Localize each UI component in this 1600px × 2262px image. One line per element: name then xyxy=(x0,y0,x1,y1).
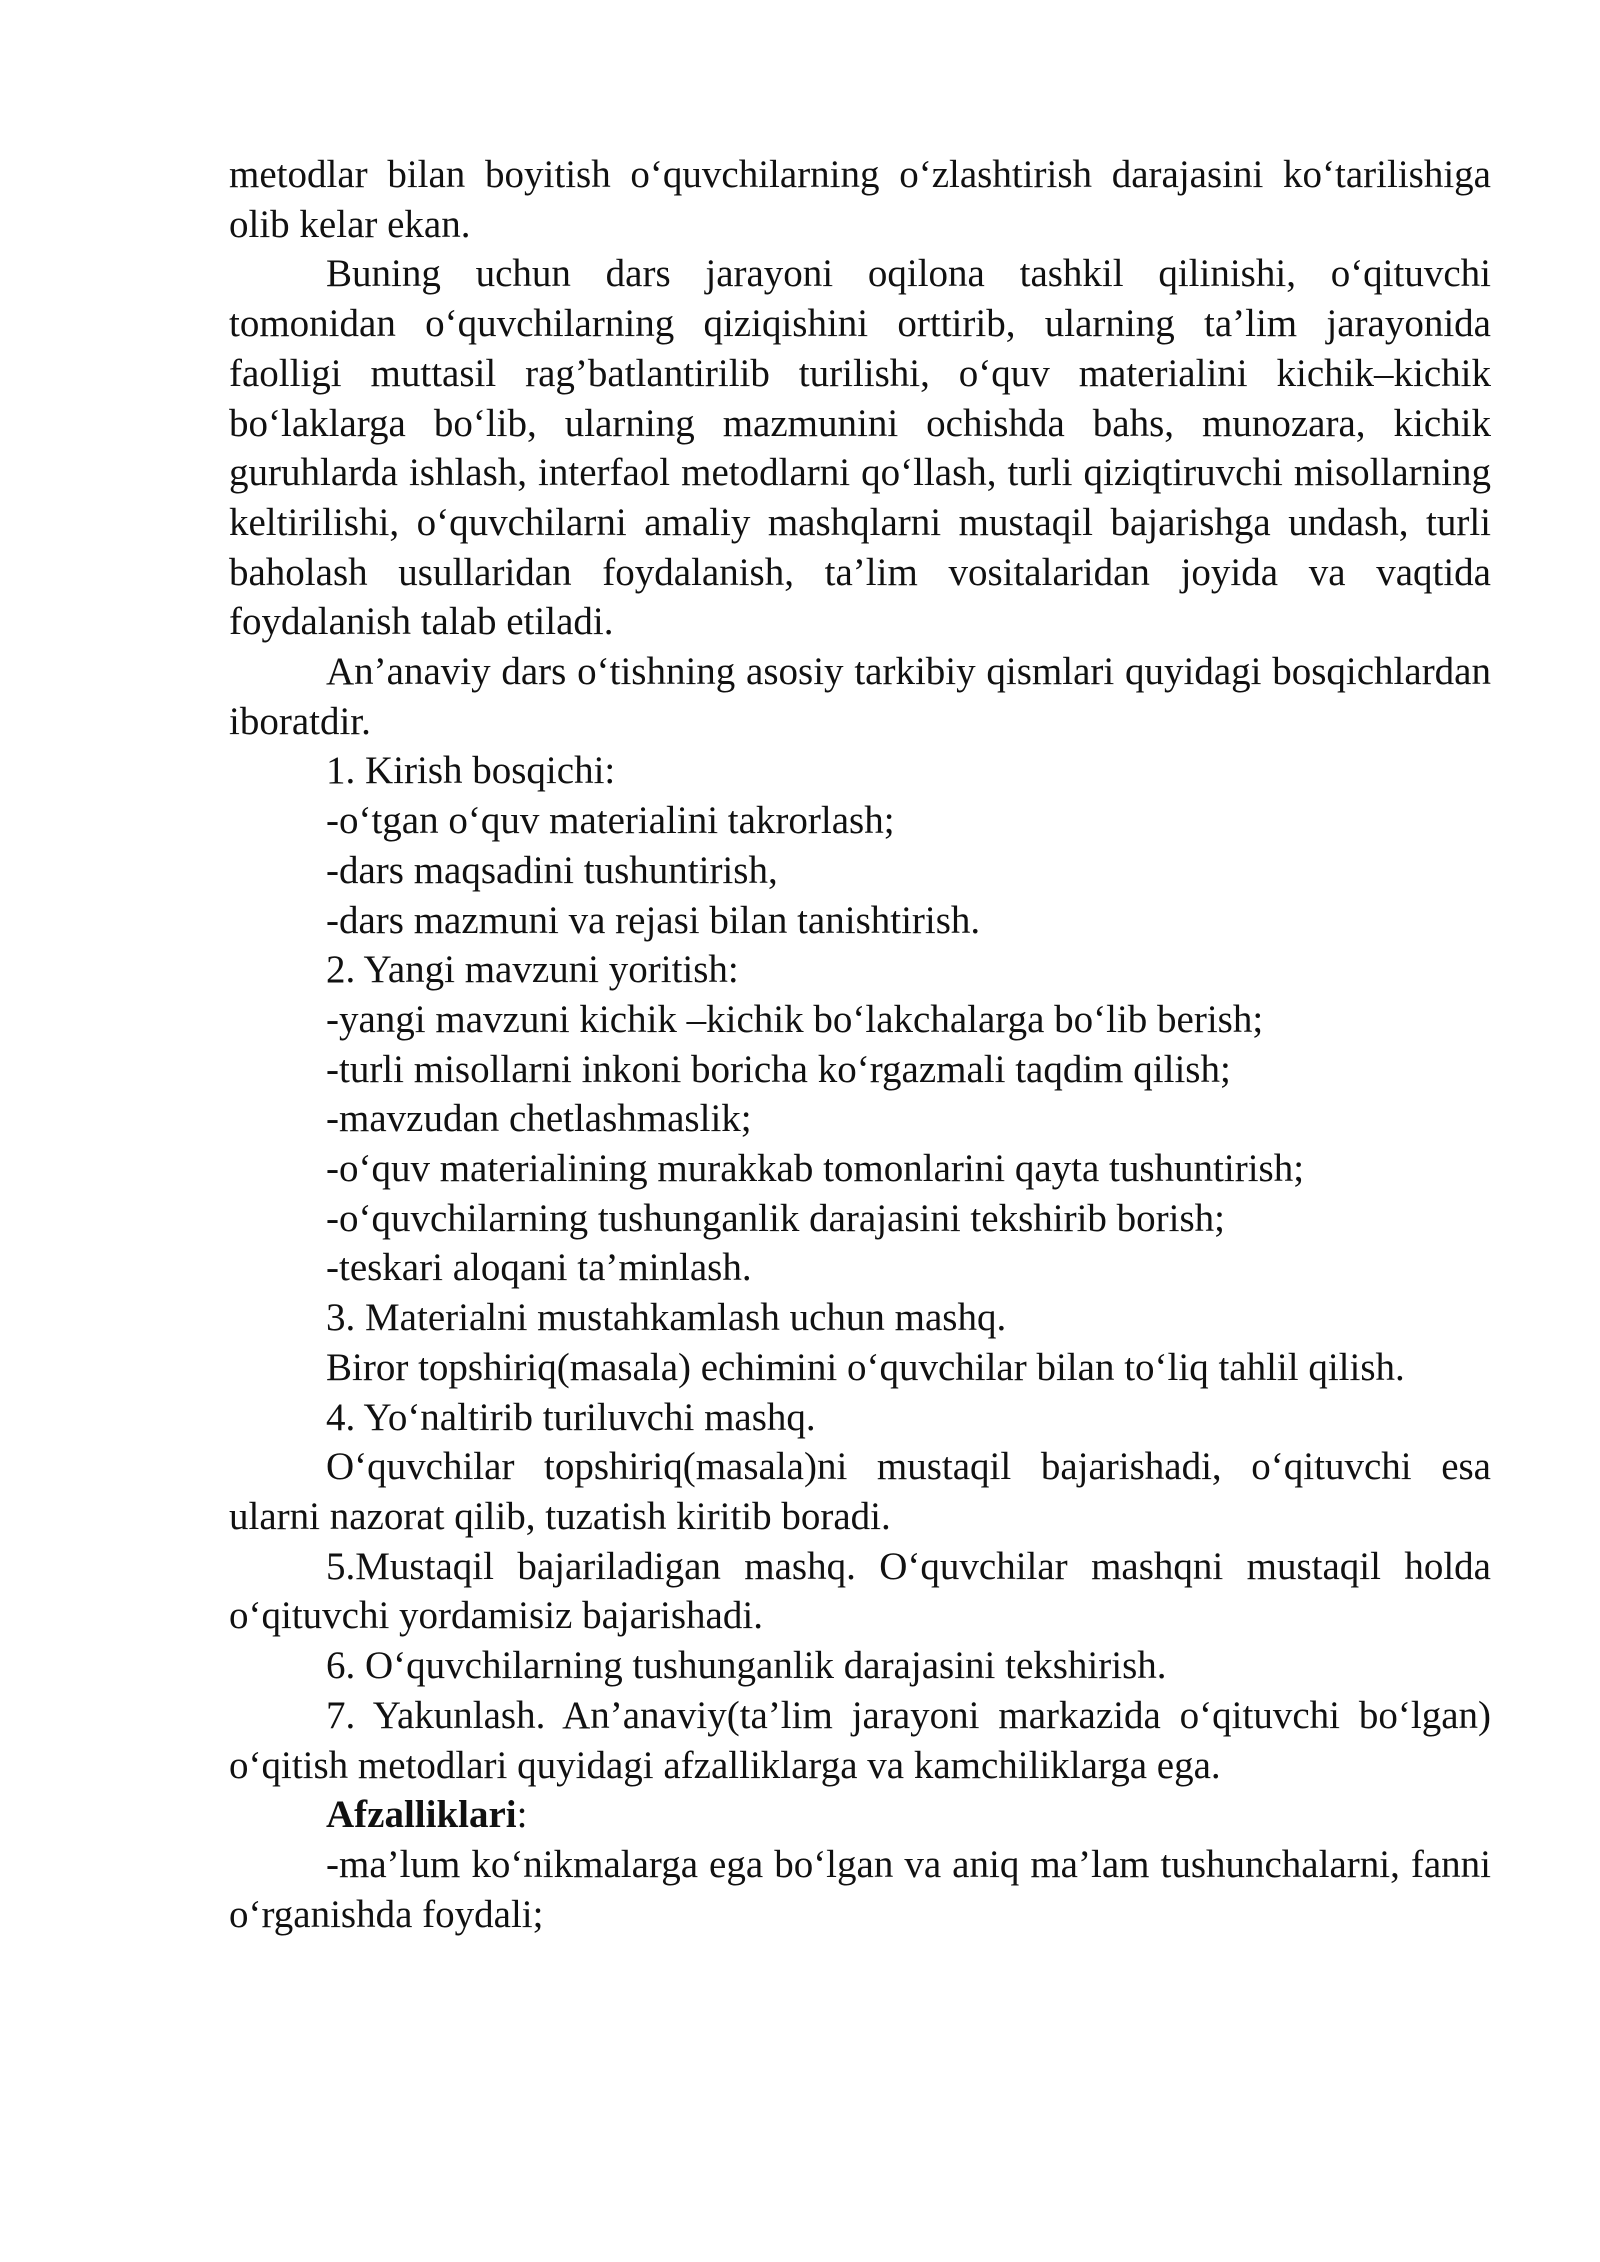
advantages-colon: : xyxy=(516,1793,528,1837)
paragraph-traditional-lesson-parts: An’anaviy dars o‘tishning asosiy tarkibiy qismlari quyidagi bosqichlardan iboratdir. xyxy=(229,650,1491,743)
stage-2-item: -o‘quv materialining murakkab tomonlarini qayta tushuntirish; xyxy=(326,1147,1305,1191)
stage-7-text: 7. Yakunlash. An’anaviy(ta’lim jarayoni markazida o‘qituvchi bo‘lgan) o‘qitish metodlari quyidagi afzalliklarga va kamchiliklarga ega. xyxy=(229,1693,1491,1787)
stage-1-title: 1. Kirish bosqichi: xyxy=(326,749,616,793)
advantages-heading: Afzalliklari xyxy=(326,1793,517,1837)
stage-3-text: Biror topshiriq(masala) echimini o‘quvchilar bilan to‘liq tahlil qilish. xyxy=(326,1345,1405,1389)
stage-5-text: 5.Mustaqil bajariladigan mashq. O‘quvchilar mashqni mustaqil holda o‘qituvchi yordamisiz bajarishadi. xyxy=(229,1544,1491,1638)
stage-1-item: -dars mazmuni va rejasi bilan tanishtirish. xyxy=(326,898,981,942)
stage-4-title: 4. Yo‘naltirib turiluvchi mashq. xyxy=(326,1395,816,1439)
advantages-item: -ma’lum ko‘nikmalarga ega bo‘lgan va aniq ma’lam tushunchalarni, fanni o‘rganishda foydali; xyxy=(229,1842,1491,1936)
stage-2-item: -teskari aloqani ta’minlash. xyxy=(326,1246,752,1290)
stage-2-item: -mavzudan chetlashmaslik; xyxy=(326,1097,752,1141)
stage-2-title: 2. Yangi mavzuni yoritish: xyxy=(326,948,739,992)
paragraph-intro-continuation: metodlar bilan boyitish o‘quvchilarning o‘zlashtirish darajasini ko‘tarilishiga olib kelar ekan. xyxy=(229,153,1491,246)
paragraph-lesson-organization: Buning uchun dars jarayoni oqilona tashkil qilinishi, o‘qituvchi tomonidan o‘quvchilarning qiziqishini orttirib, ularning ta’lim jarayonida faolligi muttasil rag’batlantirilib turilishi, o‘quv materialini kichik–kichik bo‘laklarga bo‘lib, ularning mazmunini ochishda bahs, munozara, kichik guruhlarda ishlash, interfaol metodlarni qo‘llash, turli qiziqtiruvchi misollarning keltirilishi, o‘quvchilarni amaliy mashqlarni mustaqil bajarishga undash, turli baholash usullaridan foydalanish, ta’lim vositalaridan joyida va vaqtida foydalanish talab etiladi. xyxy=(229,252,1491,644)
stage-3-title: 3. Materialni mustahkamlash uchun mashq. xyxy=(326,1296,1007,1340)
advantages-heading-line xyxy=(229,1790,1491,1840)
stage-1-item: -dars maqsadini tushuntirish, xyxy=(326,848,778,892)
stage-4-text: O‘quvchilar topshiriq(masala)ni mustaqil bajarishadi, o‘qituvchi esa ularni nazorat qilib, tuzatish kiritib boradi. xyxy=(229,1445,1491,1538)
stage-1-item: -o‘tgan o‘quv materialini takrorlash; xyxy=(326,799,895,843)
stage-2-item: -turli misollarni inkoni boricha ko‘rgazmali taqdim qilish; xyxy=(326,1047,1231,1091)
stage-2-item: -yangi mavzuni kichik –kichik bo‘lakchalarga bo‘lib berish; xyxy=(326,997,1264,1041)
stage-6-text: 6. O‘quvchilarning tushunganlik darajasini tekshirish. xyxy=(326,1644,1167,1688)
stage-2-item: -o‘quvchilarning tushunganlik darajasini tekshirib borish; xyxy=(326,1196,1225,1240)
document-page xyxy=(229,150,1491,1939)
